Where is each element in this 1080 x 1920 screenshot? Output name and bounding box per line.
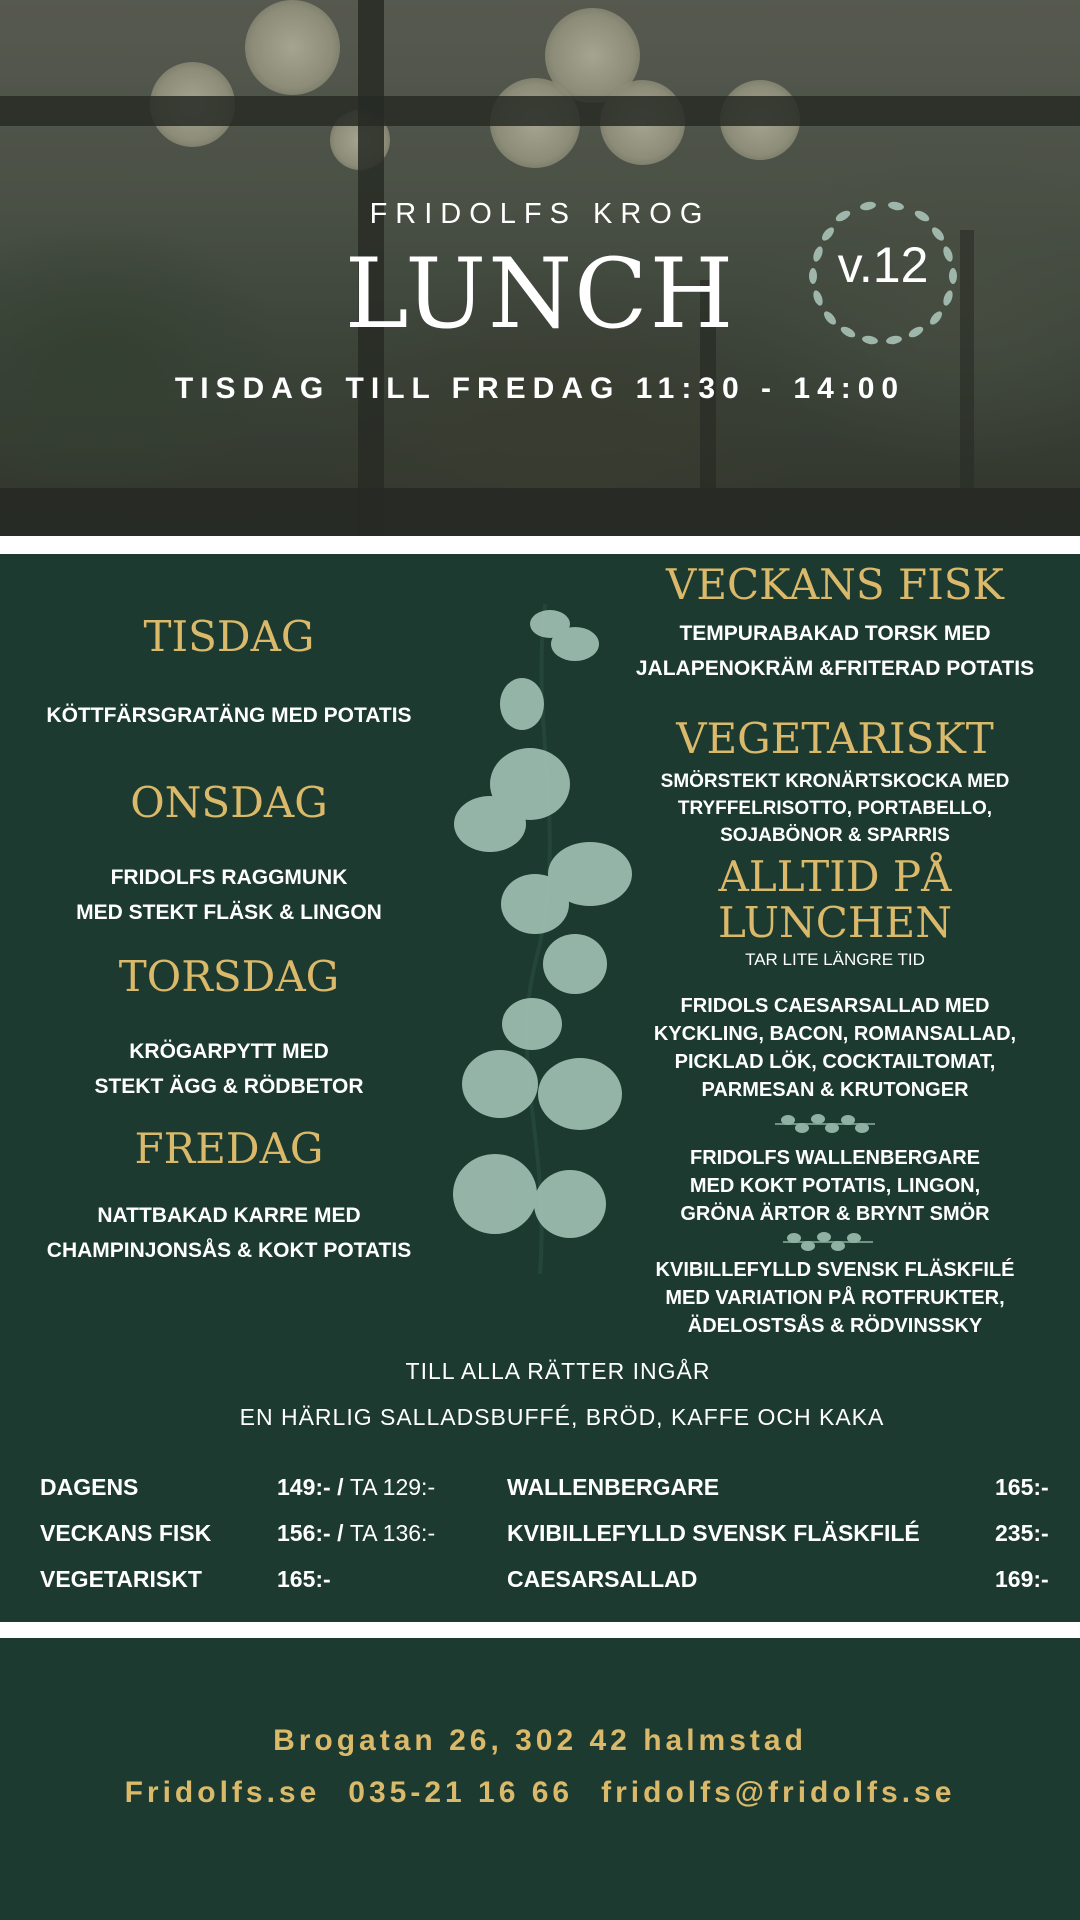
price-separator: / [330,1520,350,1546]
price-fisk [277,1520,435,1547]
price-value: 156:- [277,1520,331,1546]
dish-line: KVIBILLEFYLLD SVENSK FLÄSKFILÉ [655,1259,1015,1281]
leaf-divider-icon [770,1110,880,1138]
dish-line: KÖTTFÄRSGRATÄNG MED POTATIS [46,704,412,727]
page-title: LUNCH [344,238,736,350]
dish-line: NATTBAKAD KARRE MED [97,1204,361,1227]
price-caesar: 169:- [995,1566,1049,1592]
flaskfile-dish [590,1256,1080,1340]
price-wallenbergare: 165:- [995,1474,1049,1500]
week-number: v.12 [837,237,929,293]
price-label-fisk: VECKANS FISK [40,1520,212,1546]
dish-onsdag [0,860,458,930]
dish-line: FRIDOLFS WALLENBERGARE [690,1147,980,1169]
dish-line: MED KOKT POTATIS, LINGON, [689,1175,981,1197]
week-badge [798,194,968,354]
price-label-veg: VEGETARISKT [40,1566,202,1592]
price-label-flaskfile: KVIBILLEFYLLD SVENSK FLÄSKFILÉ [507,1520,920,1546]
dish-line: JALAPENOKRÄM &FRITERAD POTATIS [635,657,1035,680]
day-heading-tisdag: TISDAG [143,612,315,661]
contact-section [0,1638,1080,1920]
takeaway-price: TA 129:- [349,1474,436,1500]
address: Brogatan 26, 302 42 halmstad [273,1724,807,1757]
price-value: 165:- [277,1566,331,1592]
dish-line: TRYFFELRISOTTO, PORTABELLO, [677,798,993,819]
veg-heading: VEGETARISKT [676,714,994,763]
opening-hours: TISDAG TILL FREDAG 11:30 - 14:00 [174,372,906,405]
always-note: TAR LITE LÄNGRE TID [745,950,925,969]
price-dagens [277,1474,435,1501]
day-heading-fredag: FREDAG [134,1124,324,1173]
price-veg [277,1566,331,1593]
dish-line: KRÖGARPYTT MED [129,1040,329,1063]
price-value: 149:- [277,1474,331,1500]
dish-line: FRIDOLFS RAGGMUNK [110,866,348,889]
always-heading [590,854,1080,946]
day-heading-torsdag: TORSDAG [118,952,340,1001]
phone-link[interactable]: 035-21 16 66 [348,1776,574,1809]
dish-line: FRIDOLS CAESARSALLAD MED [680,995,990,1017]
caesar-dish [590,992,1080,1104]
wallenbergare-dish [590,1144,1080,1228]
dish-line: PICKLAD LÖK, COCKTAILTOMAT, [674,1051,996,1073]
heading-line: ALLTID PÅ [718,852,952,901]
email-link[interactable]: fridolfs@fridolfs.se [601,1776,956,1809]
website-link[interactable]: Fridolfs.se [124,1776,321,1809]
contact-line [0,1776,1080,1810]
takeaway-price: TA 136:- [349,1520,436,1546]
dish-line: MED VARIATION PÅ ROTFRUKTER, [665,1287,1005,1309]
restaurant-name: FRIDOLFS KROG [369,198,711,230]
included-line-2: EN HÄRLIG SALLADSBUFFÉ, BRÖD, KAFFE OCH KAKA [239,1404,885,1430]
price-label-caesar: CAESARSALLAD [507,1566,698,1592]
dish-line: MED STEKT FLÄSK & LINGON [76,901,382,924]
dish-line: KYCKLING, BACON, ROMANSALLAD, [653,1023,1017,1045]
included-line-1: TILL ALLA RÄTTER INGÅR [405,1358,711,1384]
day-heading-onsdag: ONSDAG [130,778,328,827]
dish-line: TEMPURABAKAD TORSK MED [679,622,991,645]
price-label-dagens: DAGENS [40,1474,139,1500]
dish-tisdag [0,698,458,733]
dish-line: CHAMPINJONSÅS & KOKT POTATIS [46,1239,412,1262]
dish-line: ÄDELOSTSÅS & RÖDVINSSKY [687,1315,983,1337]
price-separator: / [330,1474,350,1500]
dish-fredag [0,1198,458,1268]
dish-line: STEKT ÄGG & RÖDBETOR [94,1075,364,1098]
menu-section [0,554,1080,1622]
fish-heading: VECKANS FISK [666,560,1004,609]
dish-line: SOJABÖNOR & SPARRIS [720,825,950,846]
dish-line: PARMESAN & KRUTONGER [701,1079,969,1101]
heading-line: LUNCHEN [718,898,952,947]
divider [0,536,1080,554]
dish-torsdag [0,1034,458,1104]
divider [0,1622,1080,1638]
hero-photo [0,0,1080,536]
leaf-divider-icon [778,1228,878,1256]
price-flaskfile: 235:- [995,1520,1049,1546]
fish-dish [590,616,1080,686]
price-label-wallenbergare: WALLENBERGARE [507,1474,720,1500]
veg-dish [590,768,1080,849]
dish-line: GRÖNA ÄRTOR & BRYNT SMÖR [680,1203,990,1225]
dish-line: SMÖRSTEKT KRONÄRTSKOCKA MED [660,771,1010,792]
